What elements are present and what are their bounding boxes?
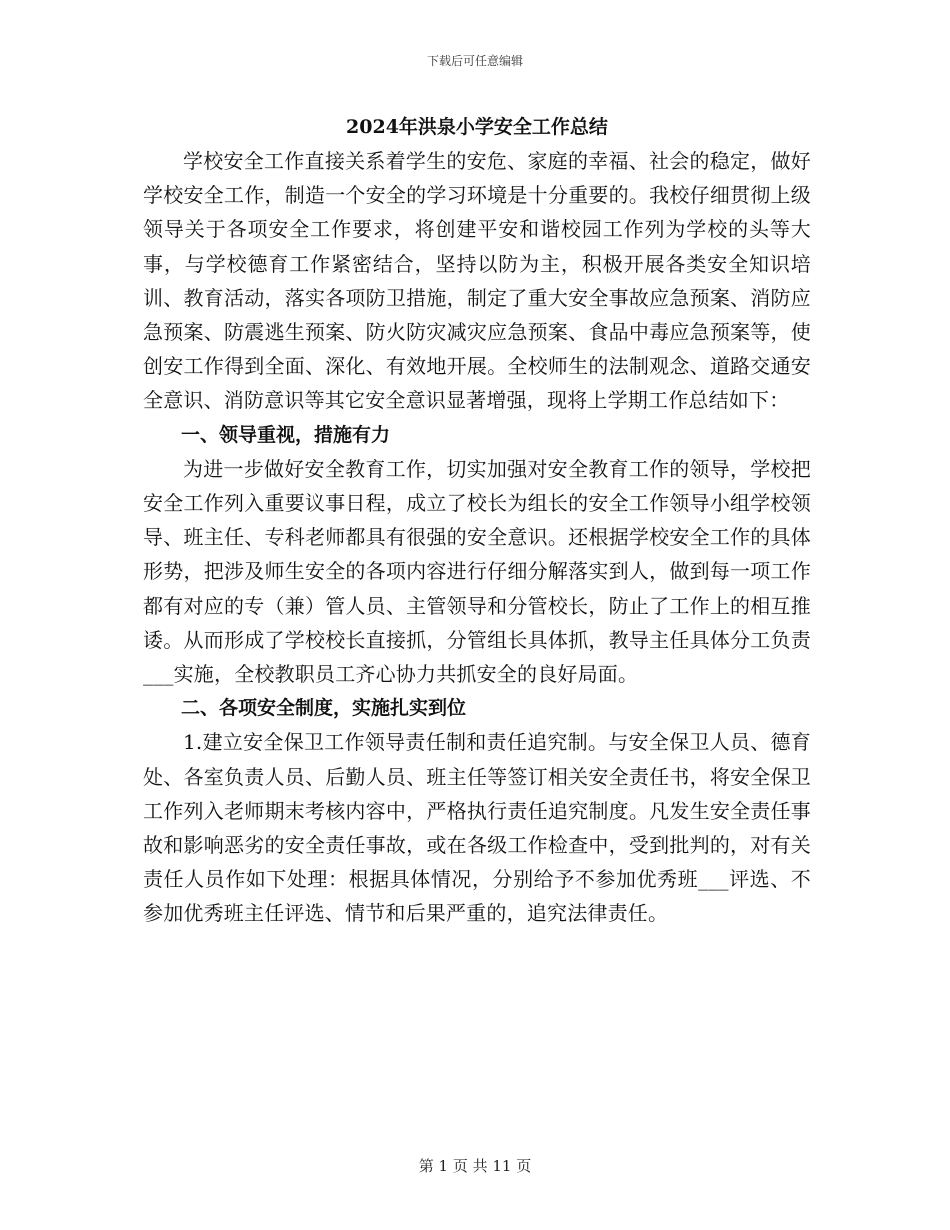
section-2-item-1: 1.建立安全保卫工作领导责任制和责任追究制。与安全保卫人员、德育处、各室负责人员、后勤人员、班主任等签订相关安全责任书，将安全保卫工作列入老师期末考核内容中，严格执行责任追究制度。凡发生安全责任事故和影响恶劣的安全责任事故，或在各级工作检查中，受到批判的，对有关责任人员作如下处理：根据具体情况，分别给予不参加优秀班___评选、不参加优秀班主任评选、情节和后果严重的，追究法律责任。 (143, 730, 811, 926)
section-2-heading: 二、各项安全制度，实施扎实到位 (181, 697, 467, 720)
document-body (143, 112, 811, 931)
document-title: 2024年洪泉小学安全工作总结 (346, 116, 608, 138)
section-1-paragraph: 为进一步做好安全教育工作，切实加强对安全教育工作的领导，学校把安全工作列入重要议事日程，成立了校长为组长的安全工作领导小组学校领导、班主任、专科老师都具有很强的安全意识。还根据学校安全工作的具体形势，把涉及师生安全的各项内容进行仔细分解落实到人，做到每一项工作都有对应的专（兼）管人员、主管领导和分管校长，防止了工作上的相互推诿。从而形成了学校校长直接抓，分管组长具体抓，教导主任具体分工负责___实施，全校教职员工齐心协力共抓安全的良好局面。 (143, 456, 811, 687)
section-1-heading: 一、领导重视，措施有力 (181, 423, 391, 446)
intro-paragraph: 学校安全工作直接关系着学生的安危、家庭的幸福、社会的稳定，做好学校安全工作，制造一个安全的学习环境是十分重要的。我校仔细贯彻上级领导关于各项安全工作要求，将创建平安和谐校园工作列为学校的头等大事，与学校德育工作紧密结合，坚持以防为主，积极开展各类安全知识培训、教育活动，落实各项防卫措施，制定了重大安全事故应急预案、消防应急预案、防震逃生预案、防火防灾减灾应急预案、食品中毒应急预案等，使创安工作得到全面、深化、有效地开展。全校师生的法制观念、道路交通安全意识、消防意识等其它安全意识显著增强，现将上学期工作总结如下： (143, 149, 811, 413)
header-note: 下载后可任意编辑 (426, 54, 523, 68)
page-number: 第 1 页 共 11 页 (418, 1157, 532, 1175)
